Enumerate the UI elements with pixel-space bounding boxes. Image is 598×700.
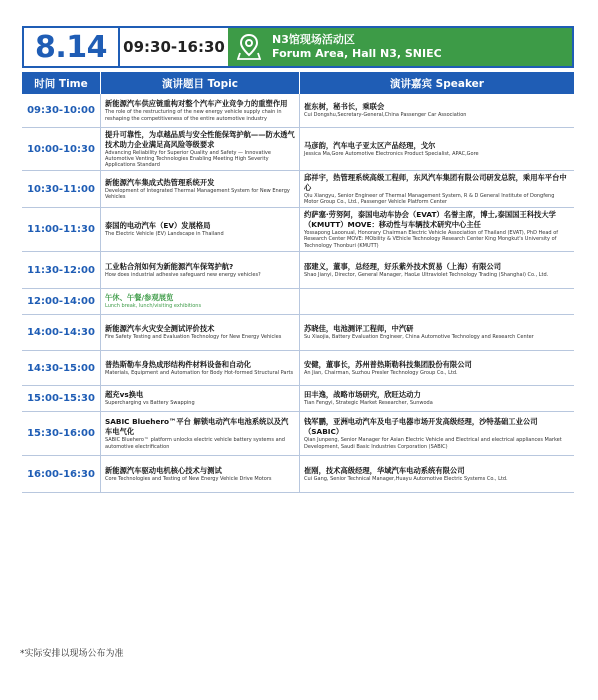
session-time: 14:30-15:00 <box>27 362 95 374</box>
session-topic <box>100 94 299 127</box>
session-speaker <box>299 412 574 455</box>
session-speaker <box>299 315 574 350</box>
session-speaker <box>299 456 574 492</box>
event-date: 8.14 <box>34 29 108 65</box>
date-box <box>24 28 118 66</box>
table-row <box>22 351 574 386</box>
topic-title-en: How does industrial adhesive safeguard new energy vehicles? <box>105 271 261 278</box>
session-topic <box>100 171 299 207</box>
session-topic <box>100 289 299 314</box>
venue-box <box>228 28 572 66</box>
speaker-info-en: Cui Gang, Senior Technical Manager,Huayu Automotive Electric Systems Co., Ltd. <box>304 475 508 482</box>
session-time: 15:00-15:30 <box>27 393 95 404</box>
table-body <box>22 94 574 493</box>
speaker-info-zh: 钱军鹏，亚洲电动汽车及电子电器市场开发高级经理，沙特基础工业公司（SABIC） <box>304 417 538 437</box>
speaker-info-en: Cui Dongshu,Secretary-General,China Passenger Car Association <box>304 112 467 119</box>
session-speaker <box>299 351 574 385</box>
column-header-time: 时间 Time <box>34 77 88 90</box>
session-speaker <box>299 208 574 251</box>
topic-title-zh: 新能源汽车集成式热管理系统开发 <box>105 177 215 187</box>
session-topic <box>100 412 299 455</box>
table-row <box>22 412 574 456</box>
table-row <box>22 128 574 171</box>
session-topic <box>100 128 299 170</box>
topic-title-zh: 提升可靠性，为卓越品质与安全性能保驾护航——防水透气技术助力企业满足高风险等级要求 <box>105 129 295 149</box>
speaker-info-en: An Jian, Chairman, Suzhou Presler Technology Group Co., Ltd. <box>304 369 458 376</box>
speaker-info-en: Yossapong Laoonual, Honorary Chairman Electric Vehicle Association of Thailand (EVAT), PhD Head of Research Center MOVE: MObility & VEhicle Technology Research Center King Mongkut's University of Technology Thonburi (KMUTT) <box>304 230 559 249</box>
topic-title-zh: 普热斯勒车身热成形结构件材料设备和自动化 <box>105 359 251 369</box>
table-header <box>22 72 574 94</box>
session-speaker <box>299 94 574 127</box>
column-header-speaker: 演讲嘉宾 Speaker <box>299 72 574 94</box>
speaker-info-zh: 邵建义，董事，总经理，好乐紫外技术贸易（上海）有限公司 <box>304 261 502 271</box>
venue-name-en: Forum Area, Hall N3, SNIEC <box>272 47 442 60</box>
session-time: 10:30-11:00 <box>27 183 95 195</box>
session-speaker <box>299 289 574 314</box>
topic-title-zh: 新能源汽车火灾安全测试评价技术 <box>105 324 215 334</box>
topic-title-en: Supercharging vs Battery Swapping <box>105 400 195 407</box>
topic-title-en: Advancing Reliability for Superior Quality and Safety — Innovative Automotive Venting Technologies Enabling Meeting High Severity Applications Standard <box>105 149 271 169</box>
topic-title-en: Development of Integrated Thermal Management System for New Energy Vehicles <box>105 187 290 200</box>
speaker-info-zh: 田丰逸，战略市场研究，欣旺达动力 <box>304 390 421 400</box>
speaker-info-zh: 苏晓佳，电池测评工程师，中汽研 <box>304 324 414 334</box>
topic-title-zh: 工业粘合剂如何为新能源汽车保驾护航? <box>105 261 234 271</box>
venue-name-zh: N3馆现场活动区 <box>272 33 355 46</box>
topic-title-zh: 泰国的电动汽车（EV）发展格局 <box>105 221 211 231</box>
session-topic <box>100 386 299 411</box>
table-row <box>22 386 574 412</box>
table-row <box>22 289 574 315</box>
speaker-info-en: Jessica Ma,Gore Automotive Electronics Product Specialist, APAC,Gore <box>304 150 479 157</box>
speaker-info-zh: 约萨塞·劳努阿，泰国电动车协会（EVAT）名誉主席，博士,泰国国王科技大学（KMUTT）MOVE：移动性与车辆技术研究中心主任 <box>304 210 556 230</box>
session-topic <box>100 208 299 251</box>
session-time: 16:00-16:30 <box>27 468 95 480</box>
event-time-range: 09:30-16:30 <box>123 38 225 56</box>
session-time: 09:30-10:00 <box>27 105 95 116</box>
speaker-info-zh: 马彦韵，汽车电子亚太区产品经理，戈尔 <box>304 140 436 150</box>
table-row <box>22 171 574 208</box>
session-speaker <box>299 252 574 288</box>
topic-title-en: Fire Safety Testing and Evaluation Technology for New Energy Vehicles <box>105 334 282 341</box>
topic-title-zh: 新能源汽车驱动电机核心技术与测试 <box>105 465 222 475</box>
venue-text <box>272 33 442 61</box>
speaker-info-en: Su Xiaojia, Battery Evaluation Engineer, China Automotive Technology and Research Center <box>304 334 534 341</box>
topic-title-en: SABIC Bluehero™ platform unlocks electric vehicle battery systems and automotive electrification <box>105 437 285 450</box>
session-topic <box>100 252 299 288</box>
session-speaker <box>299 386 574 411</box>
speaker-info-en: Qian Junpeng, Senior Manager for Asian Electric Vehicle and Electrical and electrical appliances Market Development, Saudi Basic Industries Corporation (SABIC) <box>304 437 562 450</box>
time-box <box>118 28 228 66</box>
session-time: 15:30-16:00 <box>27 428 95 439</box>
topic-title-zh: 超充vs换电 <box>105 390 144 400</box>
session-time: 10:00-10:30 <box>27 143 95 155</box>
speaker-info-zh: 崔东树，秘书长，乘联会 <box>304 102 385 112</box>
event-header <box>22 26 574 68</box>
table-row <box>22 456 574 493</box>
topic-title-en: Materials, Equipment and Automation for Body Hot-formed Structural Parts <box>105 369 294 376</box>
table-row <box>22 94 574 128</box>
topic-title-en: The role of the restructuring of the new energy vehicle supply chain in reshaping the competitiveness of the entire automotive industry <box>105 109 282 122</box>
topic-title-zh: 新能源汽车供应链重构对整个汽车产业竞争力的重塑作用 <box>105 99 288 109</box>
table-row <box>22 208 574 252</box>
speaker-info-zh: 安健，董事长，苏州普热斯勒科技集团股份有限公司 <box>304 359 472 369</box>
session-topic <box>100 456 299 492</box>
topic-title-zh: 午休、午餐/参观展览 <box>105 293 174 303</box>
speaker-info-en: Tian Fengyi, Strategic Market Researcher, Sunwoda <box>304 400 433 407</box>
speaker-info-en: Qiu Xiangyu, Senior Engineer of Thermal Management System, R & D General Institute of Dongfeng Motor Group Co., Ltd., Passenger Vehicle Platform Center <box>304 192 555 205</box>
table-row <box>22 315 574 351</box>
topic-title-en: The Electric Vehicle (EV) Landscape in Thailand <box>105 231 224 238</box>
map-pin-icon <box>236 32 262 62</box>
speaker-info-en: Shao Jianyi, Director, General Manager, HaoLe Ultraviolet Technology Trading (Shanghai) Co., Ltd. <box>304 271 549 278</box>
table-row <box>22 252 574 289</box>
session-topic <box>100 315 299 350</box>
session-time: 11:30-12:00 <box>27 264 95 276</box>
session-time: 14:00-14:30 <box>27 327 95 338</box>
footnote: *实际安排以现场公布为准 <box>20 649 124 659</box>
topic-title-en: Lunch break, lunch/visiting exhibitions <box>105 303 202 310</box>
speaker-info-zh: 崔刚，技术高级经理，华域汽车电动系统有限公司 <box>304 465 465 475</box>
session-speaker <box>299 171 574 207</box>
schedule-table <box>22 72 574 493</box>
column-header-topic: 演讲题目 Topic <box>100 72 299 94</box>
session-time: 11:00-11:30 <box>27 224 95 235</box>
session-speaker <box>299 128 574 170</box>
topic-title-zh: SABIC Bluehero™平台 解锁电动汽车电池系统以及汽车电气化 <box>105 417 289 437</box>
session-topic <box>100 351 299 385</box>
speaker-info-zh: 邱祥宇，热管理系统高级工程师，东风汽车集团有限公司研发总院，乘用车平台中心 <box>304 172 567 192</box>
topic-title-en: Core Technologies and Testing of New Energy Vehicle Drive Motors <box>105 475 272 482</box>
session-time: 12:00-14:00 <box>27 296 95 307</box>
